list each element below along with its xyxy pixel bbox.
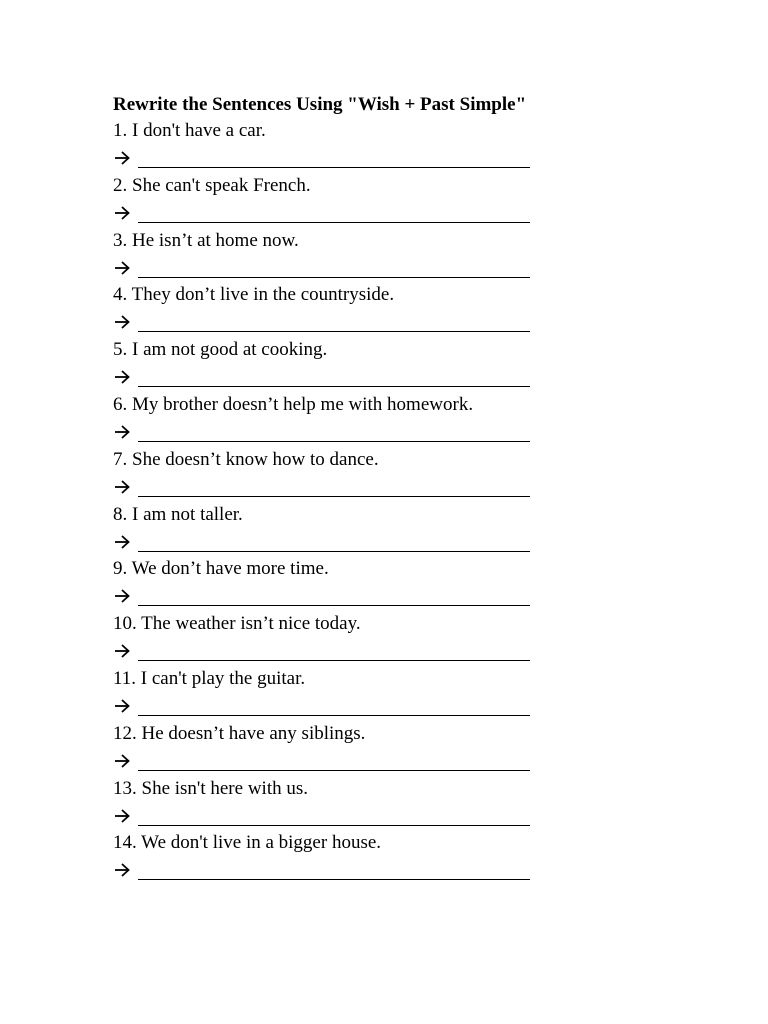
answer-blank-line[interactable] [138,715,530,716]
right-arrow-icon [113,149,131,167]
answer-blank-line[interactable] [138,551,530,552]
exercise-item [113,557,673,612]
right-arrow-icon [113,313,131,331]
exercise-sentence: 12. He doesn’t have any siblings. [113,722,366,744]
exercise-item [113,283,673,338]
right-arrow-icon [113,697,131,715]
exercise-item [113,119,673,174]
right-arrow-icon [113,368,131,386]
right-arrow-icon [113,587,131,605]
answer-row [113,529,673,557]
right-arrow-icon [113,807,131,825]
exercise-item [113,229,673,284]
answer-row [113,803,673,831]
exercise-sentence: 6. My brother doesn’t help me with homework. [113,393,474,415]
exercise-item [113,722,673,777]
exercise-item [113,777,673,832]
answer-row [113,857,673,885]
exercise-sentence: 13. She isn't here with us. [113,777,308,799]
answer-blank-line[interactable] [138,660,530,661]
right-arrow-icon [113,423,131,441]
answer-blank-line[interactable] [138,167,530,168]
answer-blank-line[interactable] [138,441,530,442]
answer-blank-line[interactable] [138,605,530,606]
exercise-sentence: 11. I can't play the guitar. [113,667,306,689]
exercise-item [113,174,673,229]
worksheet [113,93,673,886]
answer-row [113,638,673,666]
exercise-sentence: 1. I don't have a car. [113,120,266,141]
exercise-item [113,612,673,667]
exercise-sentence: 14. We don't live in a bigger house. [113,832,382,854]
answer-row [113,145,673,173]
exercise-item [113,338,673,393]
exercise-item [113,667,673,722]
worksheet-title: Rewrite the Sentences Using "Wish + Past Simple" [113,94,527,115]
right-arrow-icon [113,861,131,879]
answer-blank-line[interactable] [138,879,530,880]
exercise-sentence: 2. She can't speak French. [113,174,311,196]
exercise-sentence: 5. I am not good at cooking. [113,339,328,361]
answer-blank-line[interactable] [138,770,530,771]
exercise-sentence: 9. We don’t have more time. [113,558,329,580]
right-arrow-icon [113,478,131,496]
right-arrow-icon [113,259,131,277]
exercise-sentence: 3. He isn’t at home now. [113,229,299,251]
exercise-item [113,393,673,448]
exercise-item [113,831,673,886]
right-arrow-icon [113,642,131,660]
answer-row [113,309,673,337]
answer-row [113,200,673,228]
exercise-sentence: 8. I am not taller. [113,503,243,525]
right-arrow-icon [113,533,131,551]
answer-blank-line[interactable] [138,496,530,497]
answer-row [113,255,673,283]
exercise-sentence: 7. She doesn’t know how to dance. [113,448,379,470]
answer-row [113,583,673,611]
answer-blank-line[interactable] [138,825,530,826]
answer-blank-line[interactable] [138,277,530,278]
answer-row [113,419,673,447]
answer-blank-line[interactable] [138,331,530,332]
right-arrow-icon [113,204,131,222]
exercise-item [113,448,673,503]
answer-row [113,693,673,721]
answer-row [113,364,673,392]
exercise-sentence: 10. The weather isn’t nice today. [113,613,361,635]
exercise-list [113,119,673,886]
exercise-item [113,503,673,558]
exercise-sentence: 4. They don’t live in the countryside. [113,284,395,306]
answer-blank-line[interactable] [138,222,530,223]
answer-row [113,474,673,502]
right-arrow-icon [113,752,131,770]
answer-row [113,748,673,776]
answer-blank-line[interactable] [138,386,530,387]
